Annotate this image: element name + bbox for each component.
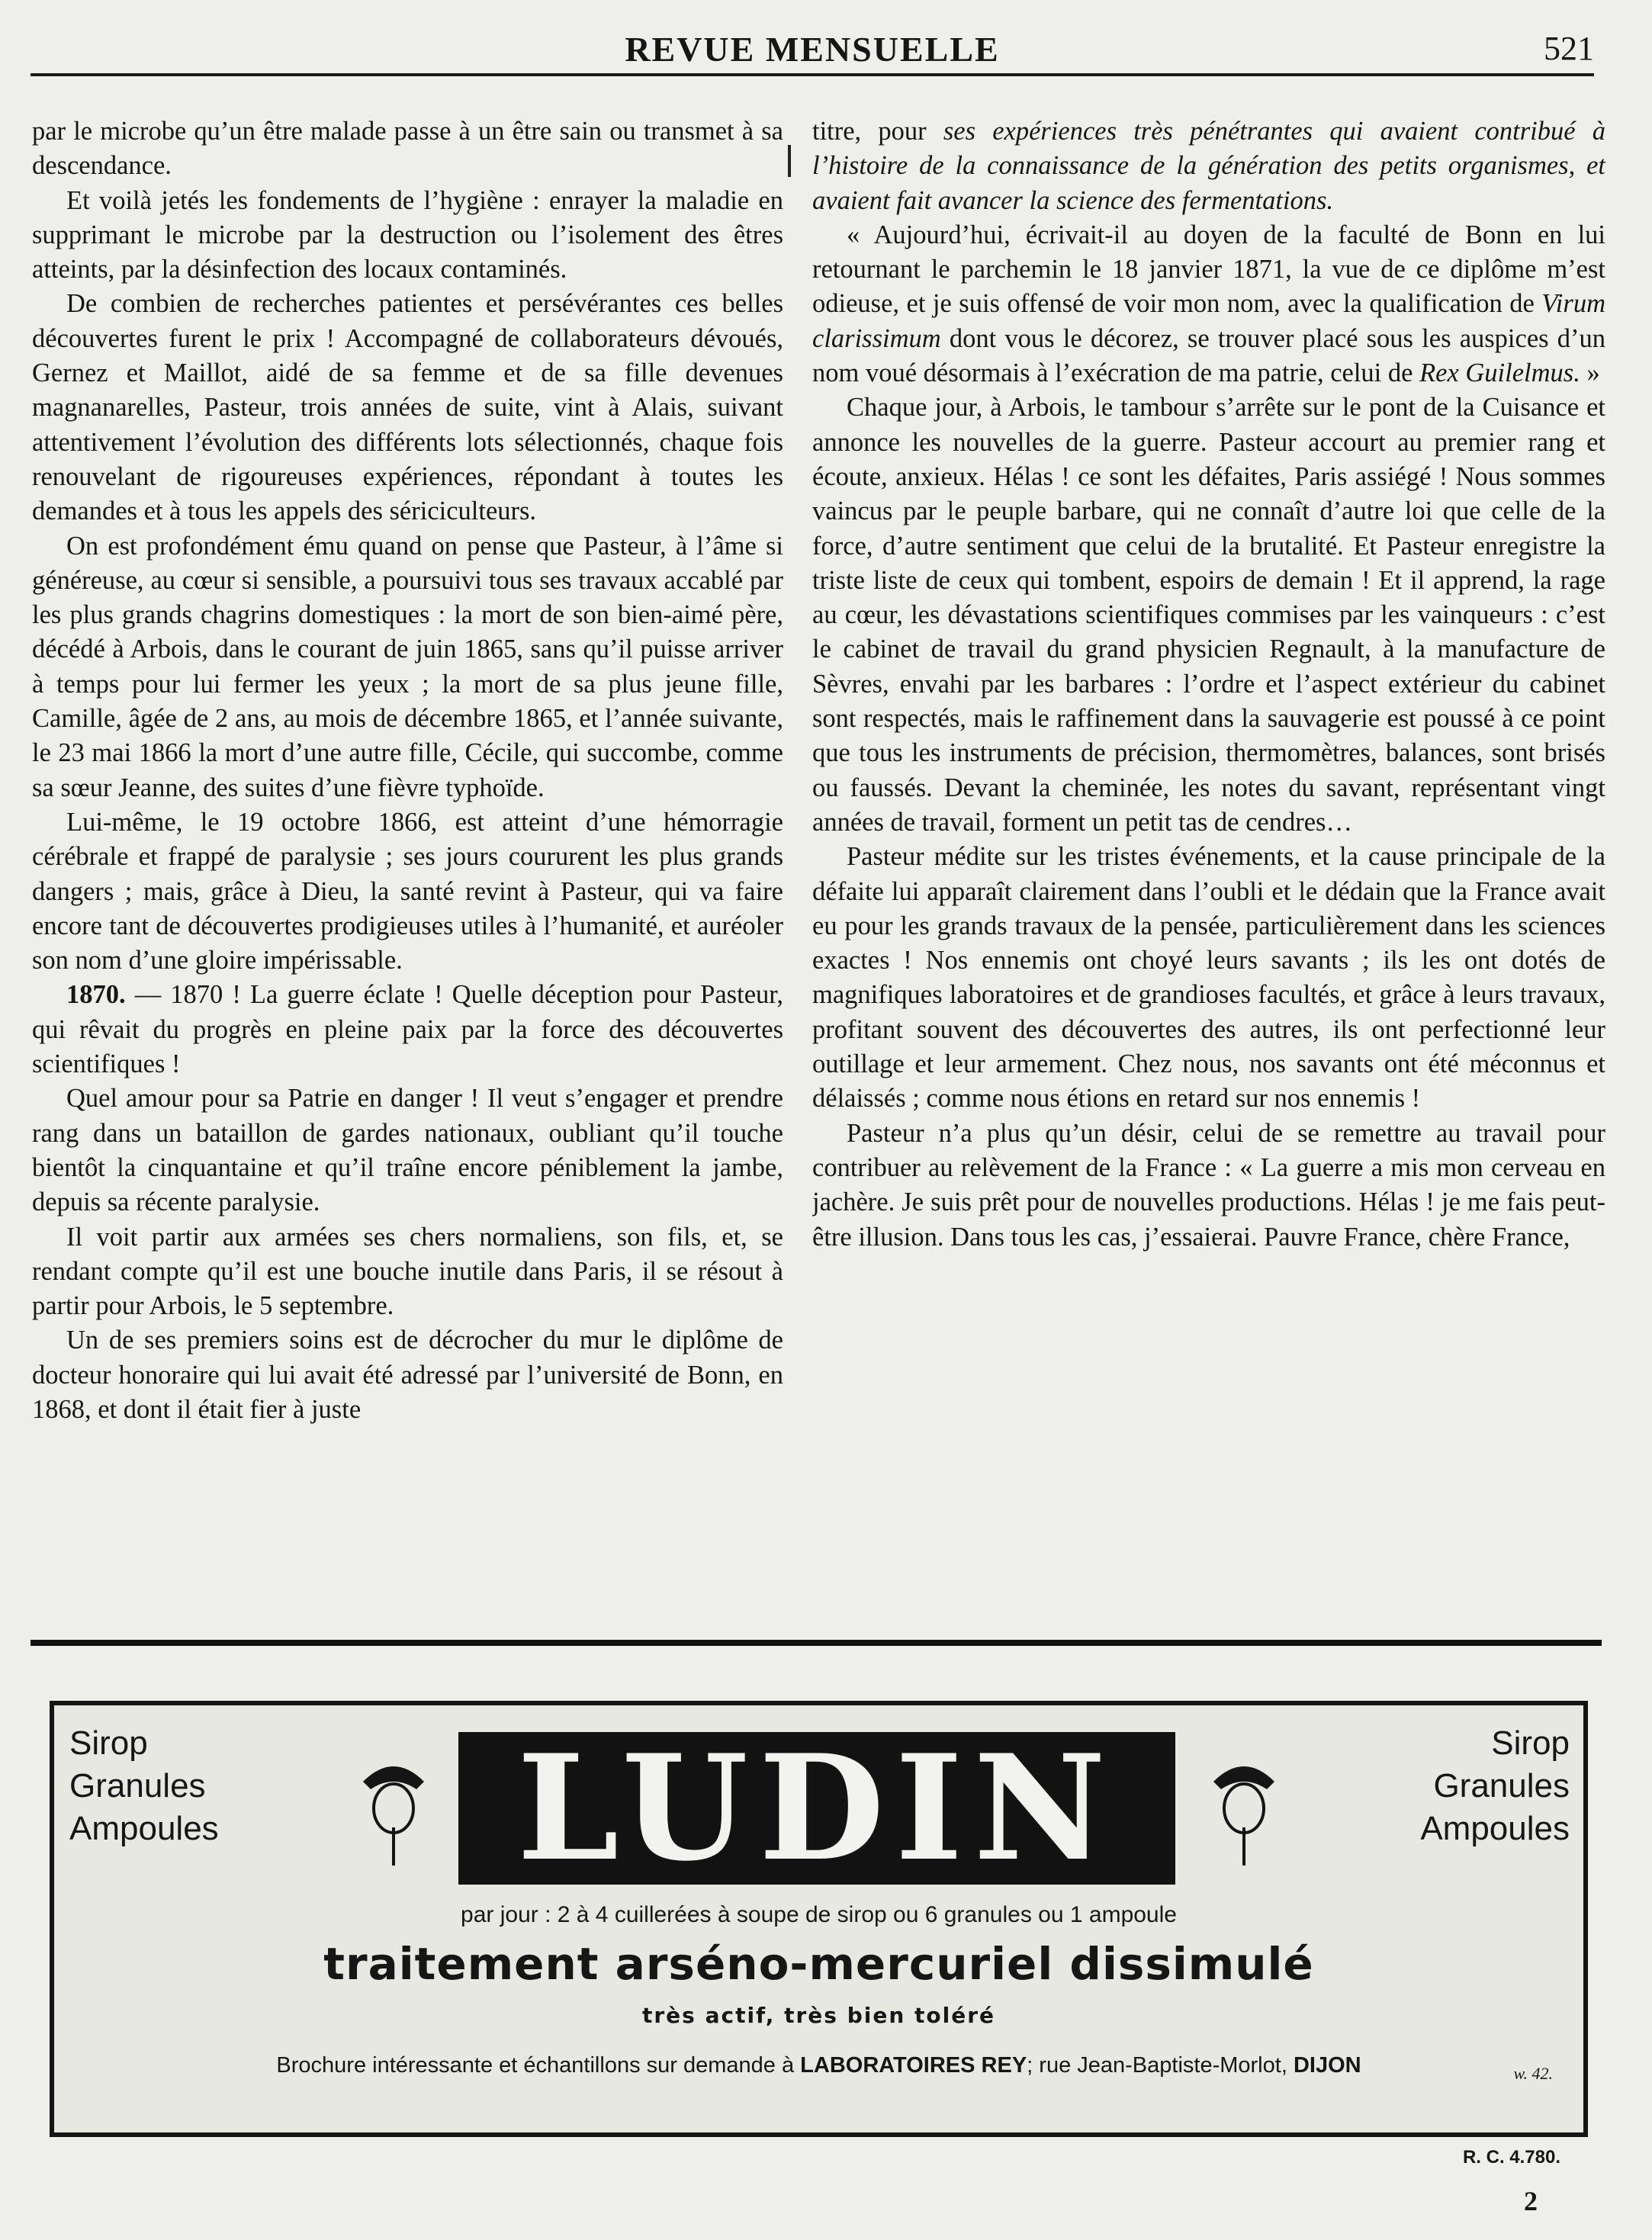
ad-form-item: Sirop: [1491, 1724, 1570, 1762]
ad-forms-right: [1420, 1722, 1570, 1850]
ludin-advertisement: [50, 1701, 1588, 2137]
ad-street: ; rue Jean-Baptiste-Morlot,: [1027, 2053, 1287, 2078]
ad-form-item: Ampoules: [69, 1810, 219, 1847]
ad-dosage: par jour : 2 à 4 cuillerées à soupe de sirop ou 6 granules ou 1 ampoule: [461, 1902, 1177, 1927]
ad-form-item: Ampoules: [1420, 1810, 1570, 1847]
paragraph: 1870. — 1870 ! La guerre éclate ! Quelle déception pour Pasteur, qui rêvait du progrès en pleine paix par la force des découvertes scientifiques !: [32, 980, 783, 1079]
paragraph: Pasteur n’a plus qu’un désir, celui de se remettre au travail pour contribuer au relèvement de la France : « La guerre a mis mon cerveau en jachère. Je suis prêt pour de nouvelles productions. Hélas ! je me fais peut-être illusion. Dans tous les cas, j’essaierai. Pauvre France, chère France,: [812, 1118, 1605, 1252]
paragraph: De combien de recherches patientes et persévérantes ces belles découvertes furent le prix ! Accompagné de collaborateurs dévoués, Gernez et Maillot, aidé de sa femme et de sa fille devenues magnanarelles, Pasteur, trois années de suite, vint à Alais, suivant attentivement l’évolution des différents lots sélectionnés, chaque fois renouvelant de rigoureuses expériences, répondant à toutes les demandes et à tous les appels des sériciculteurs.: [32, 289, 783, 526]
ad-city: DIJON: [1293, 2053, 1361, 2078]
ad-tolerance: très actif, très bien toléré: [641, 2003, 996, 2028]
ad-form-item: Granules: [1433, 1767, 1570, 1805]
header-rule: [31, 73, 1594, 76]
mercury-head-right-icon: [1206, 1751, 1282, 1866]
journal-title: REVUE MENSUELLE: [625, 30, 1000, 69]
paragraph: Pasteur médite sur les tristes événements, et la cause principale de la défaite lui apparaît clairement dans l’oubli et le dédain que la France avait eu pour les grands travaux de la pensée, particulièrement dans les sciences exactes ! Nos ennemis ont choyé leurs savants ; ils les ont dotés de magnifiques laboratoires et de grandioses facultés, et grâce à leurs travaux, profitant souvent des découvertes des autres, ils ont perfectionné leur outillage et leur armement. Chez nous, nos savants ont été méconnus et délaissés ; comme nous étions en retard sur nos ennemis !: [812, 842, 1605, 1114]
page-number: 521: [1544, 30, 1594, 67]
paragraph: Lui-même, le 19 octobre 1866, est atteint d’une hémorragie cérébrale et frappé de paralysie ; ses jours coururent les plus grands dangers ; mais, grâce à Dieu, la santé revint à Pasteur, qui va faire encore tant de découvertes prodigieuses utiles à l’humanité, et auréoler son nom d’une gloire impérissable.: [32, 807, 783, 975]
registration-number: R. C. 4.780.: [1462, 2147, 1560, 2168]
ad-forms-left: [69, 1722, 219, 1850]
column-divider: [788, 145, 791, 177]
ad-brochure-prefix: Brochure intéressante et échantillons sur demande à: [276, 2053, 795, 2078]
ad-brochure-line: [54, 2053, 1583, 2078]
paragraph: « Aujourd’hui, écrivait-il au doyen de la faculté de Bonn en lui retournant le parchemin le 18 janvier 1871, la vue de ce diplôme m’est odieuse, et je suis offensé de voir mon nom, avec la qualification de Virum clarissimum dont vous le décorez, se trouver placé sous les auspices d’un nom voué désormais à l’exécration de ma patrie, celui de Rex Guilelmus. »: [812, 220, 1605, 388]
page-header: [31, 29, 1594, 75]
ad-laboratory: LABORATOIRES REY: [800, 2053, 1027, 2078]
signature-mark: 2: [1524, 2186, 1538, 2216]
ad-brand-name: LUDIN: [458, 1732, 1175, 1885]
paragraph: par le microbe qu’un être malade passe à un être sain ou transmet à sa descendance.: [32, 117, 783, 181]
ad-form-item: Sirop: [69, 1724, 148, 1762]
paragraph: Quel amour pour sa Patrie en danger ! Il veut s’engager et prendre rang dans un bataillon de gardes nationaux, oubliant qu’il touche bientôt la cinquantaine et qu’il traîne encore péniblement la jambe, depuis sa récente paralysie.: [32, 1084, 783, 1217]
paragraph: Il voit partir aux armées ses chers normaliens, son fils, et, se rendant compte qu’il est une bouche inutile dans Paris, il se résout à partir pour Arbois, le 5 septembre.: [32, 1222, 783, 1321]
ad-form-item: Granules: [69, 1767, 206, 1805]
paragraph: Un de ses premiers soins est de décrocher du mur le diplôme de docteur honoraire qui lui avait été adressé par l’université de Bonn, en 1868, et dont il était fier à juste: [32, 1326, 783, 1424]
advertisement-rule: [31, 1640, 1602, 1646]
ad-treatment: traitement arséno-mercuriel dissimulé: [323, 1938, 1314, 1990]
mercury-head-left-icon: [355, 1751, 432, 1866]
paragraph: Et voilà jetés les fondements de l’hygiène : enrayer la maladie en supprimant le microbe par la destruction ou l’isolement des êtres atteints, par la désinfection des locaux contaminés.: [32, 185, 783, 284]
left-column: [32, 114, 783, 1632]
right-column: [812, 114, 1605, 1632]
ad-artist-mark: w. 42.: [1513, 2064, 1553, 2083]
paragraph: titre, pour ses expériences très pénétrantes qui avaient contribué à l’histoire de la connaissance de la génération des petits organismes, et avaient fait avancer la science des fermentations.: [812, 117, 1605, 215]
paragraph: On est profondément ému quand on pense que Pasteur, à l’âme si généreuse, au cœur si sensible, a poursuivi tous ses travaux accablé par les plus grands chagrins domestiques : la mort de son bien-aimé père, décédé à Arbois, dans le courant de juin 1865, sans qu’il puisse arriver à temps pour lui fermer les yeux ; la mort de sa plus jeune fille, Camille, âgée de 2 ans, au mois de décembre 1865, et l’année suivante, le 23 mai 1866 la mort d’une autre fille, Cécile, qui succombe, comme sa sœur Jeanne, des suites d’une fièvre typhoïde.: [32, 531, 783, 802]
paragraph: Chaque jour, à Arbois, le tambour s’arrête sur le pont de la Cuisance et annonce les nouvelles de la guerre. Pasteur accourt au premier rang et écoute, anxieux. Hélas ! ce sont les défaites, Paris assiégé ! Nous sommes vaincus par le peuple barbare, qui ne connaît d’autre loi que celle de la force, d’autre sentiment que celui de la brutalité. Et Pasteur enregistre la triste liste de ceux qui tombent, espoirs de demain ! Et il apprend, la rage au cœur, les dévastations scientifiques commises par les vainqueurs : c’est le cabinet de travail du grand physicien Regnault, à la manufacture de Sèvres, envahi par les barbares : l’ordre et l’aspect extérieur du cabinet sont respectés, mais le raffinement dans la sauvagerie est poussé à ce point que tous les instruments de précision, thermomètres, balances, sont brisés ou faussés. Devant la cheminée, les notes du savant, représentant vingt années de travail, forment un petit tas de cendres…: [812, 393, 1605, 837]
